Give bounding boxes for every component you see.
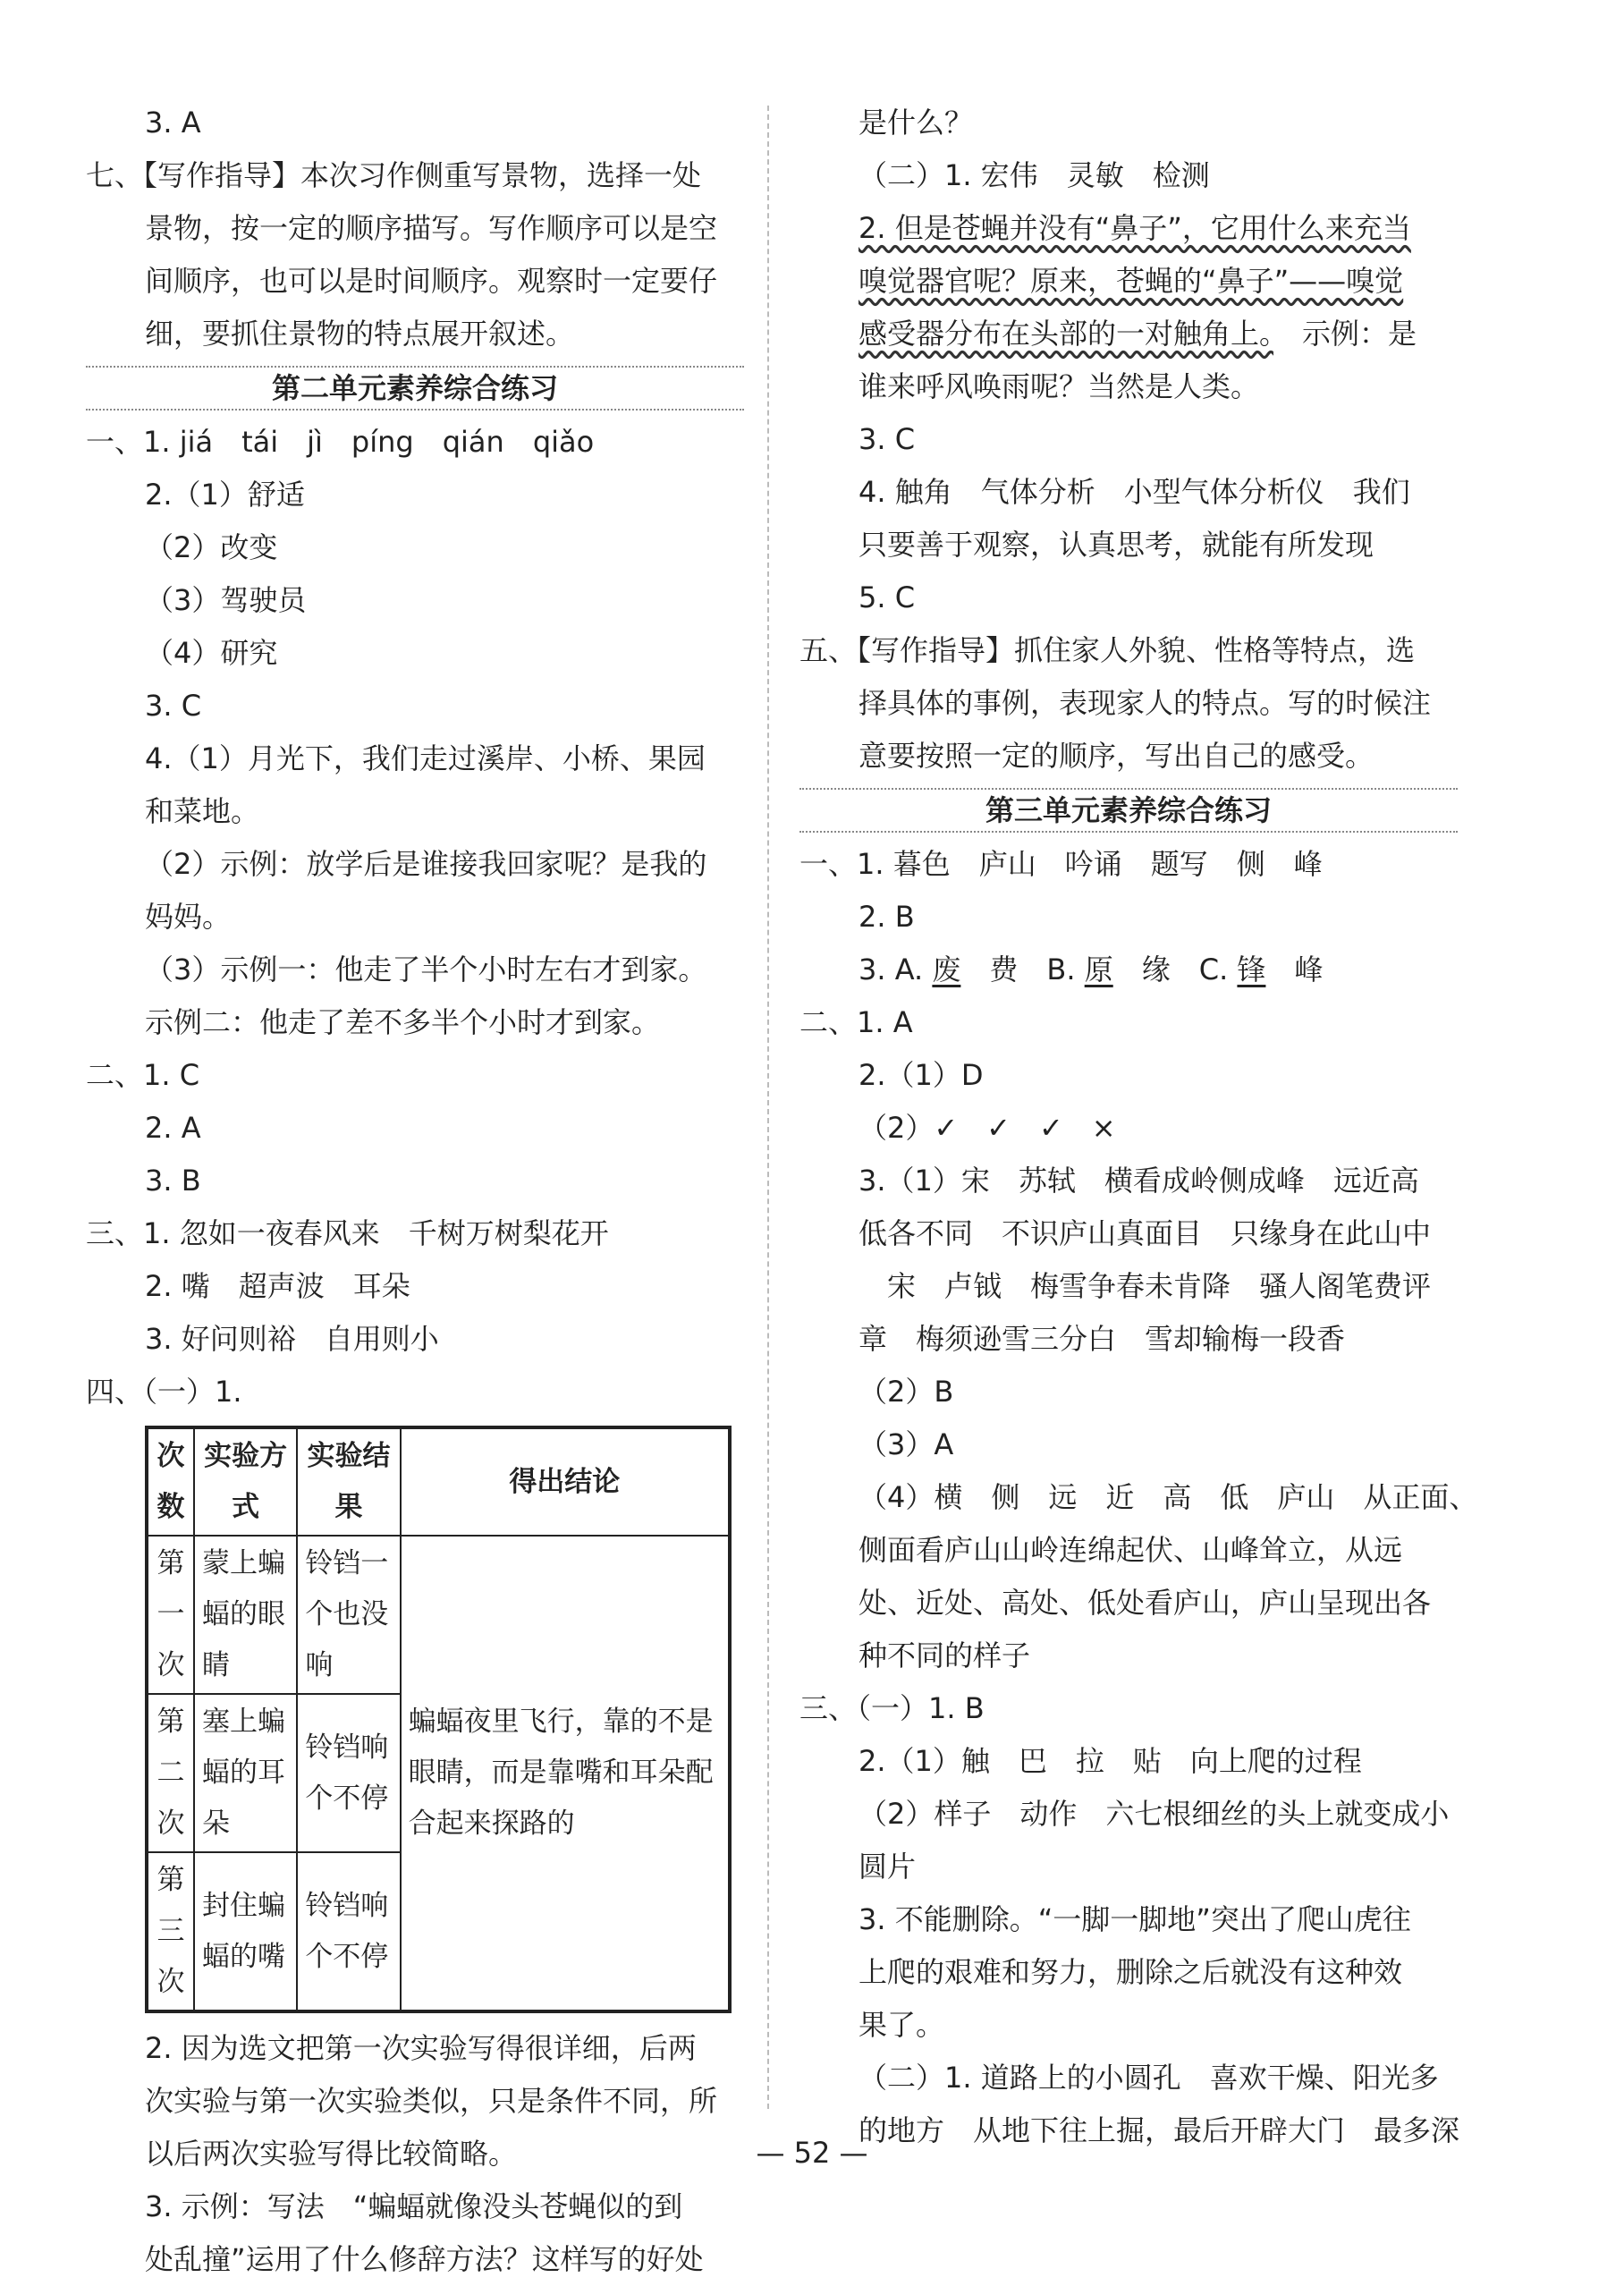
answer-line: 5. C <box>859 580 916 614</box>
answer-line: （2）✓ ✓ ✓ × <box>859 1111 1116 1145</box>
answer-line: 3.（1）宋 苏轼 横看成岭侧成峰 远近高 <box>859 1164 1419 1198</box>
answer-line: 妈妈。 <box>145 900 232 934</box>
answer-line: 2. 但是苍蝇并没有“鼻子”，它用什么来充当 <box>859 211 1411 245</box>
answer-line: 示例二：他走了差不多半个小时才到家。 <box>145 1005 661 1039</box>
answer-line: 3. 示例：写法 “蝙蝠就像没头苍蝇似的到 <box>145 2189 683 2223</box>
answer-line: 3. C <box>145 689 202 723</box>
answer-line: （2）样子 动作 六七根细丝的头上就变成小 <box>859 1797 1450 1831</box>
left-column <box>86 97 744 2286</box>
trial-method: 塞上蝙蝠的耳朵 <box>194 1694 297 1852</box>
trial-number: 第三次 <box>147 1852 194 2011</box>
answer-line: 2.（1）触 巴 拉 贴 向上爬的过程 <box>859 1744 1362 1778</box>
answer-line: 侧面看庐山山岭连绵起伏、山峰耸立，从远 <box>859 1533 1403 1567</box>
answer-line: 低各不同 不识庐山真面目 只缘身在此山中 <box>859 1216 1432 1250</box>
trial-method: 封住蝙蝠的嘴 <box>194 1852 297 2011</box>
answer-line: 嗅觉器官呢？原来，苍蝇的“鼻子”——嗅觉 <box>859 264 1404 298</box>
trial-result: 铃铛响个不停 <box>297 1852 400 2011</box>
answer-line: 和菜地。 <box>145 794 260 828</box>
trial-number: 第一次 <box>147 1536 194 1694</box>
answer-line: 3. A <box>145 106 201 140</box>
answer-line: 间顺序，也可以是时间顺序。观察时一定要仔 <box>145 264 718 298</box>
answer-line: （4）研究 <box>145 636 278 670</box>
answer-line: （2）B <box>859 1375 954 1409</box>
table-header: 得出结论 <box>401 1427 730 1536</box>
trial-result: 铃铛一个也没响 <box>297 1536 400 1694</box>
answer-line: 2. 因为选文把第一次实验写得很详细，后两 <box>145 2031 697 2065</box>
answer-line: 3. 好问则裕 自用则小 <box>145 1322 439 1356</box>
answer-line: 是什么？ <box>859 106 974 140</box>
answer-line: 以后两次实验写得比较简略。 <box>145 2137 518 2171</box>
answer-line: 四、（一）1. <box>86 1375 242 1409</box>
answer-line: 七、【写作指导】本次习作侧重写景物，选择一处 <box>86 158 702 192</box>
answer-line: 次实验与第一次实验类似，只是条件不同，所 <box>145 2084 718 2118</box>
answer-line: 三、（一）1. B <box>799 1691 985 1725</box>
answer-line: 处乱撞”运用了什么修辞方法？这样写的好处 <box>145 2242 704 2276</box>
answer-line: （二）1. 道路上的小圆孔 喜欢干燥、阳光多 <box>859 2061 1439 2095</box>
trial-conclusion: 蝙蝠夜里飞行，靠的不是眼睛，而是靠嘴和耳朵配合起来探路的 <box>401 1536 730 2011</box>
answer-line: 只要善于观察，认真思考，就能有所发现 <box>859 528 1374 562</box>
answer-line: 一、1. jiá tái jì píng qián qiǎo <box>86 425 595 459</box>
table-row <box>147 1536 730 1694</box>
answer-line: （2）示例：放学后是谁接我回家呢？是我的 <box>145 847 707 881</box>
answer-line: 4. 触角 气体分析 小型气体分析仪 我们 <box>859 475 1410 509</box>
answer-line: 谁来呼风唤雨呢？当然是人类。 <box>859 369 1260 403</box>
answer-line: （4）横 侧 远 近 高 低 庐山 从正面、 <box>859 1480 1478 1514</box>
answer-line: 2. B <box>859 900 915 934</box>
trial-number: 第二次 <box>147 1694 194 1852</box>
answer-line: 3. A. 废 费 B. 原 缘 C. 锋 峰 <box>859 952 1324 986</box>
page-number: — 52 — <box>756 2136 868 2170</box>
answer-line: 意要按照一定的顺序，写出自己的感受。 <box>859 739 1374 773</box>
answer-line: （3）示例一：他走了半个小时左右才到家。 <box>145 952 707 986</box>
answer-line: 二、1. C <box>86 1058 200 1092</box>
right-column <box>799 97 1478 2157</box>
answer-line: 景物，按一定的顺序描写。写作顺序可以是空 <box>145 211 718 245</box>
answer-line: 的地方 从地下往上掘，最后开辟大门 最多深 <box>859 2113 1460 2147</box>
trial-method: 蒙上蝙蝠的眼睛 <box>194 1536 297 1694</box>
answer-line: 处、近处、高处、低处看庐山，庐山呈现出各 <box>859 1586 1432 1620</box>
answer-line: 五、【写作指导】抓住家人外貌、性格等特点，选 <box>799 633 1416 667</box>
answer-line: 2. 嘴 超声波 耳朵 <box>145 1269 410 1303</box>
answer-line: 3. B <box>145 1164 201 1198</box>
answer-line: 细，要抓住景物的特点展开叙述。 <box>145 317 575 351</box>
trial-result: 铃铛响个不停 <box>297 1694 400 1852</box>
answer-line: 3. C <box>859 422 916 456</box>
answer-line: 3. 不能删除。“一脚一脚地”突出了爬山虎往 <box>859 1902 1411 1936</box>
answer-line: （3）A <box>859 1427 954 1461</box>
answer-line: 一、1. 暮色 庐山 吟诵 题写 侧 峰 <box>799 847 1323 881</box>
column-divider <box>767 106 769 2109</box>
answer-line: （2）改变 <box>145 530 278 564</box>
table-header: 实验方式 <box>194 1427 297 1536</box>
answer-line: 种不同的样子 <box>859 1638 1031 1672</box>
answer-line: 择具体的事例，表现家人的特点。写的时候注 <box>859 686 1432 720</box>
answer-line: 章 梅须逊雪三分白 雪却输梅一段香 <box>859 1322 1346 1356</box>
answer-line: 果了。 <box>859 2008 945 2042</box>
answer-line: 2.（1）舒适 <box>145 478 305 512</box>
table-header: 实验结果 <box>297 1427 400 1536</box>
answer-line: 圆片 <box>859 1850 917 1884</box>
answer-line: 2. A <box>145 1111 201 1145</box>
answer-line: 上爬的艰难和努力，删除之后就没有这种效 <box>859 1955 1403 1989</box>
answer-line: （3）驾驶员 <box>145 583 307 617</box>
answer-line: 4.（1）月光下，我们走过溪岸、小桥、果园 <box>145 741 706 775</box>
section-title-unit3: 第三单元素养综合练习 <box>799 788 1458 833</box>
section-title-unit2: 第二单元素养综合练习 <box>86 366 744 411</box>
answer-line: 三、1. 忽如一夜春风来 千树万树梨花开 <box>86 1216 609 1250</box>
answer-line: 宋 卢钺 梅雪争春未肯降 骚人阁笔费评 <box>859 1269 1432 1303</box>
answer-line: 感受器分布在头部的一对触角上。 示例：是 <box>859 317 1417 351</box>
answer-line: （二）1. 宏伟 灵敏 检测 <box>859 158 1210 192</box>
table-header: 次数 <box>147 1427 194 1536</box>
experiment-table <box>145 1426 732 2013</box>
answer-line: 二、1. A <box>799 1005 913 1039</box>
answer-line: 2.（1）D <box>859 1058 984 1092</box>
